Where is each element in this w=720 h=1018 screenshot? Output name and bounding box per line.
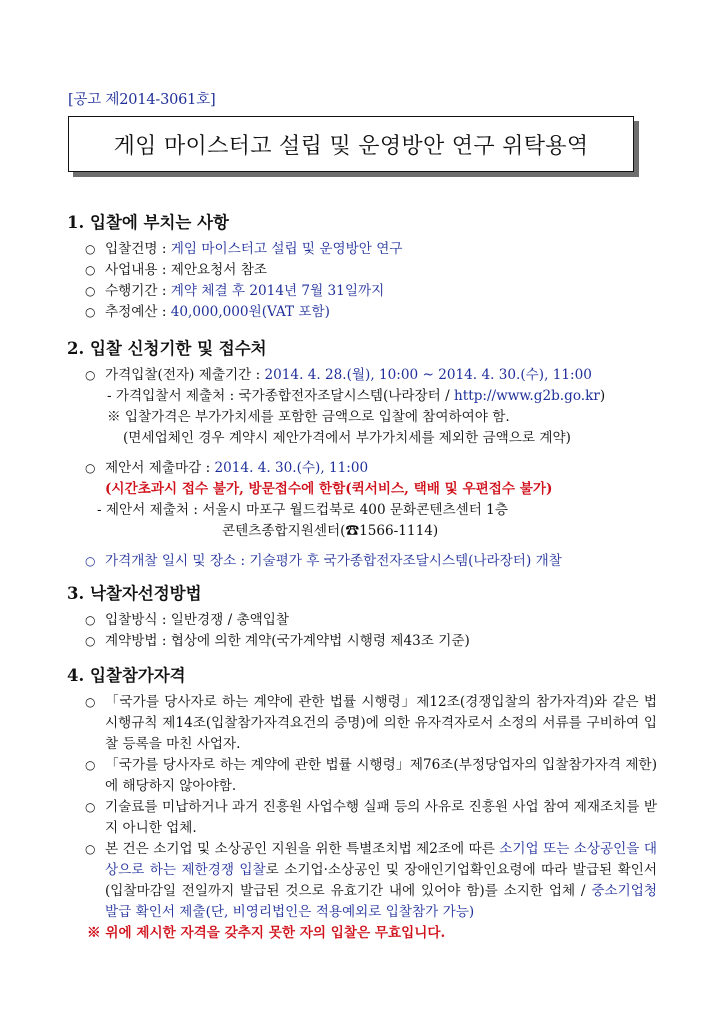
list-item-price-bid: [67, 365, 667, 386]
section-heading: 3. 낙찰자선정방법: [67, 584, 202, 603]
text-part: 본 건은 소기업 및 소상공인 지원을 위한 특별조치법 제2조에 따른: [105, 841, 500, 857]
bullet-icon: ○: [85, 368, 96, 382]
tax-exempt-note: (면세업체인 경우 계약시 제안가격에서 부가가치세를 제외한 금액으로 계약): [123, 430, 571, 446]
list-item-contract-method: [67, 631, 667, 652]
paren-close: ): [599, 388, 606, 404]
item-text: 입찰방식 : 일반경쟁 / 총액입찰: [105, 612, 290, 628]
item-text: 기술료를 미납하거나 과거 진흥원 사업수행 실패 등의 사유로 진흥원 사업 참여 제재조치를 받지 아니한 업체.: [105, 799, 657, 836]
bullet-icon: ○: [85, 461, 96, 475]
item-label: 제안서 제출마감 :: [105, 460, 215, 476]
price-bid-destination: [67, 386, 667, 407]
item-label: 수행기간 :: [105, 283, 171, 299]
bullet-icon: ○: [85, 800, 96, 814]
list-item-period: [67, 281, 667, 302]
submission-warning: (시간초과시 접수 불가, 방문접수에 한함(퀵서비스, 택배 및 우편접수 불가): [105, 481, 553, 497]
list-item-bid-name: [67, 239, 667, 260]
list-item-qualification-2: [67, 755, 667, 797]
item-text: 계약방법 : 협상에 의한 계약(국가계약법 시행령 제43조 기준): [105, 633, 470, 649]
item-value: 40,000,000원(VAT 포함): [170, 304, 330, 320]
item-text: 「국가를 당사자로 하는 계약에 관한 법률 시행령」제12조(경쟁입찰의 참가자격)와 같은 법 시행규칙 제14조(입찰참가자격요건의 증명)에 의한 유자격자로서 소정의 서류를 구비하여 입찰 등록을 마친 사업자.: [105, 694, 657, 752]
bullet-icon: ○: [85, 305, 96, 319]
section-bid-items: [67, 209, 667, 323]
bullet-icon: ○: [85, 242, 96, 256]
list-item-proposal-deadline: [67, 458, 667, 479]
item-text: 가격개찰 일시 및 장소 : 기술평가 후 국가종합전자조달시스템(나라장터) 개찰: [105, 553, 562, 569]
bullet-icon: ○: [85, 263, 96, 277]
item-value: 게임 마이스터고 설립 및 운영방안 연구: [170, 241, 403, 257]
title-frame: [68, 116, 636, 174]
item-value: 2014. 4. 28.(월), 10:00 ~ 2014. 4. 30.(수), 11:00: [264, 367, 592, 383]
section-heading: 2. 입찰 신청기한 및 접수처: [67, 339, 267, 358]
item-label: 추정예산 :: [105, 304, 171, 320]
vat-note: ※ 입찰가격은 부가가치세를 포함한 금액으로 입찰에 참여하여야 함.: [107, 409, 510, 425]
section-eligibility: [67, 662, 667, 944]
section-deadline: [67, 335, 667, 572]
bullet-icon: ○: [85, 695, 96, 709]
list-item-bid-method: [67, 610, 667, 631]
invalid-bid-warning: ※ 위에 제시한 자격을 갖추지 못한 자의 입찰은 무효입니다.: [87, 925, 446, 941]
item-text: [67, 839, 667, 923]
section-heading: 4. 입찰참가자격: [67, 666, 186, 685]
list-item-qualification-4: [67, 839, 667, 923]
restricted-bid-text: 소기업 또는 소상공인을 대상으로 하는 제한경쟁 입찰: [105, 841, 657, 878]
bullet-icon: ○: [85, 284, 96, 298]
section-heading: 1. 입찰에 부치는 사항: [67, 213, 229, 232]
text-part: 로 소기업·소상공인 및 장애인기업확인요령에 따라 발급된 확인서(입찰마감일 전일까지 발급된 것으로 유효기간 내에 있어야 함)를 소지한 업체 /: [105, 862, 657, 899]
list-item-opening: [67, 551, 667, 572]
document-title: 게임 마이스터고 설립 및 운영방안 연구 위탁용역: [68, 116, 634, 172]
item-value: 계약 체결 후 2014년 7월 31일까지: [170, 283, 385, 299]
list-item-budget: [67, 302, 667, 323]
list-item-qualification-1: [67, 692, 667, 755]
list-item-qualification-3: [67, 797, 667, 839]
g2b-link[interactable]: http://www.g2b.go.kr: [454, 388, 600, 404]
item-text: 「국가를 당사자로 하는 계약에 관한 법률 시행령」제76조(부정당업자의 입찰참가자격 제한)에 해당하지 않아야함.: [105, 757, 657, 794]
item-label: 입찰건명 :: [105, 241, 171, 257]
proposal-destination: - 제안서 제출처 : 서울시 마포구 월드컵북로 400 문화콘텐츠센터 1층: [97, 502, 508, 518]
item-label: 가격입찰(전자) 제출기간 :: [105, 367, 265, 383]
section-selection: [67, 580, 667, 652]
bullet-icon: ○: [85, 634, 96, 648]
item-label: - 가격입찰서 제출처 : 국가종합전자조달시스템(나라장터 /: [107, 388, 455, 404]
sme-certificate-text: 중소기업청 발급 확인서 제출(단, 비영리법인은 적용예외로 입찰참가 가능): [105, 883, 657, 920]
support-center: 콘텐츠종합지원센터(☎1566-1114): [222, 523, 439, 539]
bullet-icon: ○: [85, 554, 96, 568]
item-text: 사업내용 : 제안요청서 참조: [105, 262, 267, 278]
bullet-icon: ○: [85, 842, 96, 856]
bullet-icon: ○: [85, 613, 96, 627]
item-value: 2014. 4. 30.(수), 11:00: [214, 460, 369, 476]
bullet-icon: ○: [85, 758, 96, 772]
notice-number: [공고 제2014-3061호]: [68, 92, 216, 108]
list-item-business: [67, 260, 667, 281]
